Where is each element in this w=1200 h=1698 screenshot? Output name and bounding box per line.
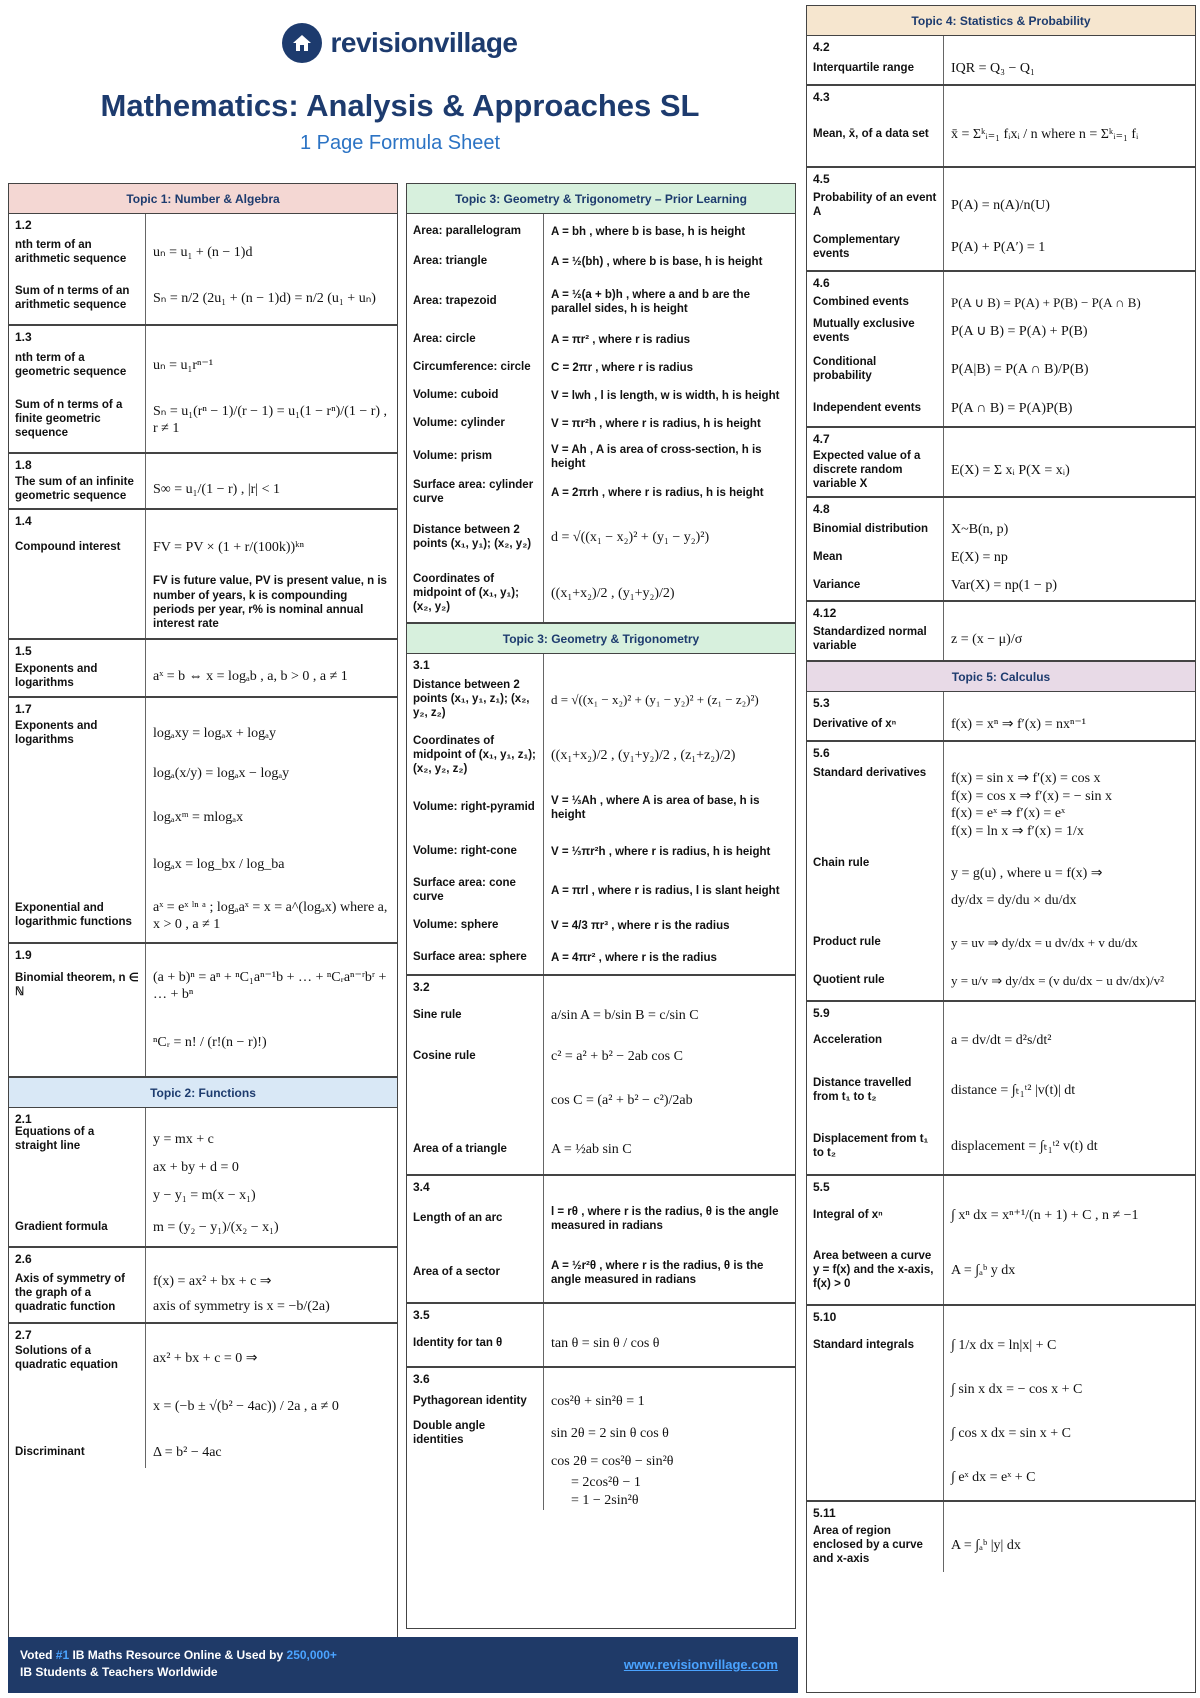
formula-value: IQR = Q₃ − Q₁ bbox=[951, 61, 1035, 77]
formula-value: A = ∫ₐᵇ y dx bbox=[951, 1263, 1016, 1279]
section-number: 5.6 bbox=[813, 746, 830, 760]
topic-heading: Topic 1: Number & Algebra bbox=[9, 184, 397, 214]
formula-value: ∫ eˣ dx = eˣ + C bbox=[951, 1470, 1036, 1486]
formula-value bbox=[943, 770, 1195, 840]
section-1-7 bbox=[9, 698, 397, 944]
section-number: 3.2 bbox=[413, 980, 430, 994]
formula-value: ∫ cos x dx = sin x + C bbox=[951, 1426, 1071, 1442]
formula-label: Axis of symmetry of the graph of a quadratic function bbox=[15, 1273, 125, 1313]
formula-label: Volume: right-cone bbox=[413, 845, 517, 858]
formula-value: d = √((x₁ − x₂)² + (y₁ − y₂)² + (z₁ − z₂)²) bbox=[551, 691, 759, 707]
section-4-7 bbox=[807, 428, 1195, 498]
formula-label: nth term of an arithmetic sequence bbox=[15, 239, 127, 265]
formula-value: x̄ = Σᵏᵢ₌₁ fᵢxᵢ / n where n = Σᵏᵢ₌₁ fᵢ bbox=[951, 127, 1139, 143]
formula-value: A = ½(bh) , where b is base, h is height bbox=[551, 255, 763, 268]
formula-value: y = u/v ⇒ dy/dx = (v du/dx − u dv/dx)/v² bbox=[951, 972, 1165, 988]
section-number: 3.1 bbox=[413, 658, 430, 672]
formula-value: P(A ∩ B) = P(A)P(B) bbox=[951, 401, 1073, 417]
formula-label: Complementary events bbox=[813, 234, 900, 260]
formula-label: Mutually exclusive events bbox=[813, 318, 915, 344]
column-middle bbox=[406, 183, 796, 1629]
formula-label: Acceleration bbox=[813, 1034, 883, 1047]
formula-label: Derivative of xⁿ bbox=[813, 718, 897, 731]
formula-label: Distance travelled from t₁ to t₂ bbox=[813, 1077, 912, 1103]
section-number: 4.3 bbox=[813, 90, 830, 104]
section-number: 3.5 bbox=[413, 1308, 430, 1322]
formula-label: Double angle identities bbox=[413, 1420, 486, 1446]
section-1-3 bbox=[9, 326, 397, 454]
formula-label: Volume: cuboid bbox=[413, 389, 499, 402]
formula-label: Product rule bbox=[813, 936, 881, 949]
formula-label: Discriminant bbox=[15, 1446, 85, 1459]
formula-value: Sₙ = n/2 (2u₁ + (n − 1)d) = n/2 (u₁ + uₙ) bbox=[153, 291, 376, 307]
section-4-2 bbox=[807, 36, 1195, 86]
formula-line: y = g(u) , where u = f(x) ⇒ bbox=[951, 865, 1103, 881]
formula-label: Area: triangle bbox=[413, 255, 488, 268]
formula-label: Distance between 2 points (x₁, y₁); (x₂, y₂) bbox=[413, 524, 532, 550]
section-1-9 bbox=[9, 944, 397, 1078]
footer-banner bbox=[8, 1637, 798, 1693]
footer-text: Voted bbox=[20, 1648, 56, 1662]
formula-value: = 1 − 2sin²θ bbox=[571, 1493, 639, 1509]
formula-note: FV is future value, PV is present value, n is number of years, k is compounding periods per year, r% is nominal annual interest rate bbox=[153, 575, 387, 631]
formula-label: Binomial distribution bbox=[813, 523, 928, 536]
formula-line: f(x) = sin x ⇒ f′(x) = cos x bbox=[951, 771, 1101, 786]
section-number: 2.7 bbox=[15, 1328, 32, 1342]
section-1-5 bbox=[9, 640, 397, 698]
formula-label: Cosine rule bbox=[413, 1050, 476, 1063]
topic-heading: Topic 4: Statistics & Probability bbox=[807, 6, 1195, 36]
formula-value: c² = a² + b² − 2ab cos C bbox=[551, 1049, 683, 1065]
formula-value bbox=[943, 865, 1195, 910]
formula-value: V = ⅓Ah , where A is area of base, h is height bbox=[551, 794, 760, 821]
formula-label: Area: trapezoid bbox=[413, 295, 497, 308]
section-number: 4.8 bbox=[813, 502, 830, 516]
section-3-6 bbox=[407, 1368, 795, 1510]
section-5-9 bbox=[807, 1002, 1195, 1176]
formula-label: Gradient formula bbox=[15, 1221, 108, 1234]
section-4-5 bbox=[807, 168, 1195, 272]
section-number: 4.2 bbox=[813, 40, 830, 54]
section-4-8 bbox=[807, 498, 1195, 602]
section-number: 4.6 bbox=[813, 276, 830, 290]
formula-label: Area of a triangle bbox=[413, 1143, 507, 1156]
formula-value: A = 2πrh , where r is radius, h is height bbox=[551, 486, 764, 499]
formula-value: d = √((x₁ − x₂)² + (y₁ − y₂)²) bbox=[551, 530, 710, 546]
formula-value: cos C = (a² + b² − c²)/2ab bbox=[551, 1093, 693, 1109]
formula-label: Exponents and logarithms bbox=[15, 663, 98, 689]
formula-label: Mean bbox=[813, 551, 843, 564]
formula-label: Variance bbox=[813, 579, 861, 592]
formula-value: A = ½ab sin C bbox=[551, 1142, 632, 1158]
formula-label: Surface area: cone curve bbox=[413, 877, 516, 903]
formula-label: Volume: sphere bbox=[413, 919, 499, 932]
formula-value: A = πrl , where r is radius, l is slant height bbox=[551, 884, 780, 897]
section-number: 4.12 bbox=[813, 606, 837, 620]
formula-value: FV = PV × (1 + r/(100k))ᵏⁿ bbox=[153, 540, 304, 556]
formula-value: A = 4πr² , where r is the radius bbox=[551, 951, 717, 964]
formula-value: a/sin A = b/sin B = c/sin C bbox=[551, 1008, 699, 1024]
footer-highlight: #1 bbox=[55, 1648, 70, 1662]
formula-value: aˣ = b ⇔ x = logₐb , a, b > 0 , a ≠ 1 bbox=[153, 669, 348, 685]
topic-heading: Topic 5: Calculus bbox=[807, 662, 1195, 692]
formula-label: Sine rule bbox=[413, 1009, 462, 1022]
formula-value: ax² + bx + c = 0 ⇒ bbox=[153, 1351, 258, 1367]
formula-value: logₐ(x/y) = logₐx − logₐy bbox=[153, 766, 290, 782]
formula-label: Coordinates of midpoint of (x₁, y₁); (x₂, y₂) bbox=[413, 573, 519, 613]
section-2-6 bbox=[9, 1248, 397, 1324]
formula-label: Sum of n terms of an arithmetic sequence bbox=[15, 285, 130, 311]
formula-value: ∫ xⁿ dx = xⁿ⁺¹/(n + 1) + C , n ≠ −1 bbox=[951, 1208, 1139, 1224]
formula-value: ax + by + d = 0 bbox=[153, 1160, 239, 1176]
formula-value: logₐx = log_bx / log_ba bbox=[153, 857, 285, 873]
section-number: 1.7 bbox=[15, 702, 32, 716]
formula-value: S∞ = u₁/(1 − r) , |r| < 1 bbox=[153, 482, 280, 498]
formula-label: Area: parallelogram bbox=[413, 225, 522, 238]
formula-value: y = mx + c bbox=[153, 1132, 214, 1148]
formula-value: P(A) + P(A′) = 1 bbox=[951, 240, 1046, 256]
formula-value: logₐxy = logₐx + logₐy bbox=[153, 726, 276, 742]
formula-value: E(X) = np bbox=[951, 550, 1008, 566]
column-left bbox=[8, 183, 398, 1652]
section-number: 5.9 bbox=[813, 1006, 830, 1020]
section-3-2 bbox=[407, 976, 795, 1176]
formula-value: A = ∫ₐᵇ |y| dx bbox=[951, 1538, 1021, 1554]
formula-label: Conditional probability bbox=[813, 356, 877, 382]
house-icon bbox=[282, 23, 322, 63]
formula-value: sin 2θ = 2 sin θ cos θ bbox=[551, 1426, 669, 1442]
formula-line: f(x) = eˣ ⇒ f′(x) = eˣ bbox=[951, 806, 1066, 821]
section-5-6 bbox=[807, 742, 1195, 1002]
formula-value: A = ½r²θ , where r is the radius, θ is the angle measured in radians bbox=[551, 1259, 764, 1286]
formula-label: Area between a curve y = f(x) and the x-axis, f(x) > 0 bbox=[813, 1250, 934, 1290]
formula-label: Circumference: circle bbox=[413, 361, 531, 374]
section-number: 4.7 bbox=[813, 432, 830, 446]
formula-value: ((x₁+x₂)/2 , (y₁+y₂)/2 , (z₁+z₂)/2) bbox=[551, 748, 736, 764]
formula-value: cos 2θ = cos²θ − sin²θ bbox=[551, 1454, 674, 1470]
formula-label: Probability of an event A bbox=[813, 192, 937, 218]
topic-heading: Topic 2: Functions bbox=[9, 1078, 397, 1108]
section-number: 1.9 bbox=[15, 948, 32, 962]
formula-value: A = bh , where b is base, h is height bbox=[551, 225, 746, 238]
formula-value: logₐxᵐ = mlogₐx bbox=[153, 810, 244, 826]
formula-value: distance = ∫ₜ₁ᵗ² |v(t)| dt bbox=[951, 1083, 1076, 1099]
section-4-3 bbox=[807, 86, 1195, 168]
formula-value bbox=[145, 1273, 397, 1316]
formula-label: Standardized normal variable bbox=[813, 626, 927, 652]
formula-label: Pythagorean identity bbox=[413, 1395, 527, 1408]
section-number: 5.10 bbox=[813, 1310, 837, 1324]
formula-value: y = uv ⇒ dy/dx = u dv/dx + v du/dx bbox=[951, 934, 1138, 950]
formula-label: Standard integrals bbox=[813, 1339, 914, 1352]
formula-label: Identity for tan θ bbox=[413, 1337, 503, 1350]
section-5-3 bbox=[807, 692, 1195, 742]
section-number: 1.5 bbox=[15, 644, 32, 658]
formula-label: Combined events bbox=[813, 296, 909, 309]
brand-logo[interactable] bbox=[0, 18, 800, 68]
column-right bbox=[806, 5, 1196, 1693]
formula-value: a = dv/dt = d²s/dt² bbox=[951, 1033, 1052, 1049]
section-number: 5.11 bbox=[813, 1506, 836, 1520]
formula-label: Chain rule bbox=[813, 857, 870, 869]
section-1-8 bbox=[9, 454, 397, 510]
formula-label: Length of an arc bbox=[413, 1212, 503, 1225]
formula-label: Solutions of a quadratic equation bbox=[15, 1345, 118, 1371]
formula-value: f(x) = xⁿ ⇒ f′(x) = nxⁿ⁻¹ bbox=[951, 717, 1086, 733]
formula-value: uₙ = u₁rⁿ⁻¹ bbox=[153, 358, 214, 374]
section-3-5 bbox=[407, 1304, 795, 1368]
section-number: 2.6 bbox=[15, 1252, 32, 1266]
section-4-6 bbox=[807, 272, 1195, 428]
formula-label: Quotient rule bbox=[813, 974, 885, 987]
brand-name: revisionvillage bbox=[330, 27, 518, 58]
formula-value: V = ⅓πr²h , where r is radius, h is height bbox=[551, 845, 771, 858]
formula-value: (a + b)ⁿ = aⁿ + ⁿC₁aⁿ⁻¹b + … + ⁿCᵣaⁿ⁻ʳbʳ + … + bⁿ bbox=[153, 969, 387, 1002]
formula-value: Sₙ = u₁(rⁿ − 1)/(r − 1) = u₁(1 − rⁿ)/(1 − r) , r ≠ 1 bbox=[153, 403, 388, 436]
formula-label: Integral of xⁿ bbox=[813, 1209, 883, 1222]
formula-label: Independent events bbox=[813, 402, 921, 415]
formula-label: Surface area: sphere bbox=[413, 951, 527, 964]
formula-value: ∫ sin x dx = − cos x + C bbox=[951, 1382, 1083, 1398]
formula-label: Displacement from t₁ to t₂ bbox=[813, 1133, 929, 1159]
topic-heading: Topic 3: Geometry & Trigonometry – Prior Learning bbox=[407, 184, 795, 214]
formula-label: Area of a sector bbox=[413, 1266, 500, 1279]
formula-label: Surface area: cylinder curve bbox=[413, 479, 534, 505]
formula-value: = 2cos²θ − 1 bbox=[571, 1475, 641, 1491]
formula-value: V = Ah , A is area of cross-section, h is height bbox=[551, 443, 762, 470]
formula-value: ⁿCᵣ = n! / (r!(n − r)!) bbox=[153, 1035, 267, 1051]
section-3-1 bbox=[407, 654, 795, 976]
formula-label: Exponents and logarithms bbox=[15, 720, 98, 746]
formula-value: P(A) = n(A)/n(U) bbox=[951, 198, 1050, 214]
formula-value: tan θ = sin θ / cos θ bbox=[551, 1336, 660, 1352]
section-number: 2.1 bbox=[15, 1112, 32, 1126]
formula-label: Expected value of a discrete random variable X bbox=[813, 450, 921, 490]
formula-value: aˣ = eˣ ˡⁿ ᵃ ; logₐaˣ = x = a^(logₐx) where a, x > 0 , a ≠ 1 bbox=[153, 899, 388, 932]
section-prior-learning bbox=[407, 214, 795, 624]
formula-label: Mean, x̄, of a data set bbox=[813, 128, 929, 141]
formula-label: Volume: cylinder bbox=[413, 417, 505, 430]
website-link[interactable]: www.revisionvillage.com bbox=[623, 1657, 778, 1672]
section-4-12 bbox=[807, 602, 1195, 662]
formula-value: m = (y₂ − y₁)/(x₂ − x₁) bbox=[153, 1220, 279, 1236]
formula-value: P(A ∪ B) = P(A) + P(B) − P(A ∩ B) bbox=[951, 294, 1141, 310]
topic-heading: Topic 3: Geometry & Trigonometry bbox=[407, 624, 795, 654]
formula-label: Area of region enclosed by a curve and x-axis bbox=[813, 1525, 923, 1565]
section-number: 1.4 bbox=[15, 514, 32, 528]
formula-label: Sum of n terms of a finite geometric sequence bbox=[15, 399, 123, 439]
formula-value: A = ½(a + b)h , where a and b are the parallel sides, h is height bbox=[551, 288, 750, 315]
formula-value: C = 2πr , where r is radius bbox=[551, 361, 694, 374]
formula-label: Standard derivatives bbox=[813, 767, 927, 779]
section-1-4 bbox=[9, 510, 397, 640]
formula-label: Coordinates of midpoint of (x₁, y₁, z₁); (x₂, y₂, z₂) bbox=[413, 735, 536, 775]
formula-label: Area: circle bbox=[413, 333, 476, 346]
formula-label: Binomial theorem, n ∈ ℕ bbox=[15, 972, 139, 998]
footer-highlight: 250,000+ bbox=[286, 1648, 337, 1662]
section-number: 3.4 bbox=[413, 1180, 430, 1194]
formula-label: Volume: prism bbox=[413, 450, 493, 463]
formula-value: Var(X) = np(1 − p) bbox=[951, 578, 1057, 594]
formula-value: X~B(n, p) bbox=[951, 522, 1009, 538]
formula-value: uₙ = u₁ + (n − 1)d bbox=[153, 245, 253, 261]
section-number: 1.8 bbox=[15, 458, 32, 472]
section-5-10 bbox=[807, 1306, 1195, 1502]
formula-line: f(x) = ax² + bx + c ⇒ bbox=[153, 1273, 272, 1289]
section-1-2 bbox=[9, 214, 397, 326]
formula-label: Interquartile range bbox=[813, 62, 914, 75]
footer-tagline bbox=[20, 1647, 337, 1681]
section-2-7 bbox=[9, 1324, 397, 1468]
formula-line: axis of symmetry is x = −b/(2a) bbox=[153, 1299, 330, 1314]
formula-value: y − y₁ = m(x − x₁) bbox=[153, 1188, 256, 1204]
formula-value: displacement = ∫ₜ₁ᵗ² v(t) dt bbox=[951, 1139, 1098, 1155]
formula-value: x = (−b ± √(b² − 4ac)) / 2a , a ≠ 0 bbox=[153, 1399, 339, 1415]
page-header bbox=[0, 18, 800, 155]
page-subtitle: 1 Page Formula Sheet bbox=[299, 132, 501, 154]
formula-label: Distance between 2 points (x₁, y₁, z₁); (x₂, y₂, z₂) bbox=[413, 679, 530, 719]
formula-value: Δ = b² − 4ac bbox=[153, 1445, 222, 1461]
section-3-4 bbox=[407, 1176, 795, 1304]
formula-line: f(x) = ln x ⇒ f′(x) = 1/x bbox=[951, 823, 1084, 839]
section-number: 1.3 bbox=[15, 330, 32, 344]
formula-label: nth term of a geometric sequence bbox=[15, 352, 127, 378]
formula-label: Compound interest bbox=[15, 541, 121, 554]
formula-value: z = (x − μ)/σ bbox=[951, 632, 1023, 648]
formula-value: ∫ 1/x dx = ln|x| + C bbox=[951, 1338, 1057, 1354]
formula-value: A = πr² , where r is radius bbox=[551, 333, 691, 346]
formula-label: The sum of an infinite geometric sequence bbox=[15, 476, 134, 502]
section-number: 3.6 bbox=[413, 1372, 430, 1386]
section-2-1 bbox=[9, 1108, 397, 1248]
formula-value: l = rθ , where r is the radius, θ is the angle measured in radians bbox=[551, 1205, 779, 1232]
formula-value: ((x₁+x₂)/2 , (y₁+y₂)/2) bbox=[551, 586, 675, 602]
footer-text: IB Students & Teachers Worldwide bbox=[20, 1664, 218, 1679]
footer-text: IB Maths Resource Online & Used by bbox=[69, 1648, 287, 1662]
formula-value: E(X) = Σ xᵢ P(X = xᵢ) bbox=[951, 463, 1070, 479]
formula-label: Equations of a straight line bbox=[15, 1126, 95, 1152]
section-5-11 bbox=[807, 1502, 1195, 1572]
section-number: 1.2 bbox=[15, 218, 32, 232]
section-5-5 bbox=[807, 1176, 1195, 1306]
formula-label: Volume: right-pyramid bbox=[413, 801, 535, 814]
formula-line: dy/dx = dy/du × du/dx bbox=[951, 893, 1077, 908]
section-number: 4.5 bbox=[813, 172, 830, 186]
page-title: Mathematics: Analysis & Approaches SL bbox=[100, 88, 700, 123]
formula-label: Exponential and logarithmic functions bbox=[15, 902, 132, 928]
formula-value: V = 4/3 πr³ , where r is the radius bbox=[551, 919, 730, 932]
formula-value: V = πr²h , where r is radius, h is height bbox=[551, 417, 761, 430]
formula-value: P(A ∪ B) = P(A) + P(B) bbox=[951, 324, 1088, 340]
section-number: 5.5 bbox=[813, 1180, 830, 1194]
section-number: 5.3 bbox=[813, 696, 830, 710]
formula-value: V = lwh , l is length, w is width, h is height bbox=[551, 389, 780, 402]
formula-value: cos²θ + sin²θ = 1 bbox=[551, 1394, 645, 1410]
formula-value: P(A|B) = P(A ∩ B)/P(B) bbox=[951, 362, 1089, 378]
formula-line: f(x) = cos x ⇒ f′(x) = − sin x bbox=[951, 788, 1112, 804]
